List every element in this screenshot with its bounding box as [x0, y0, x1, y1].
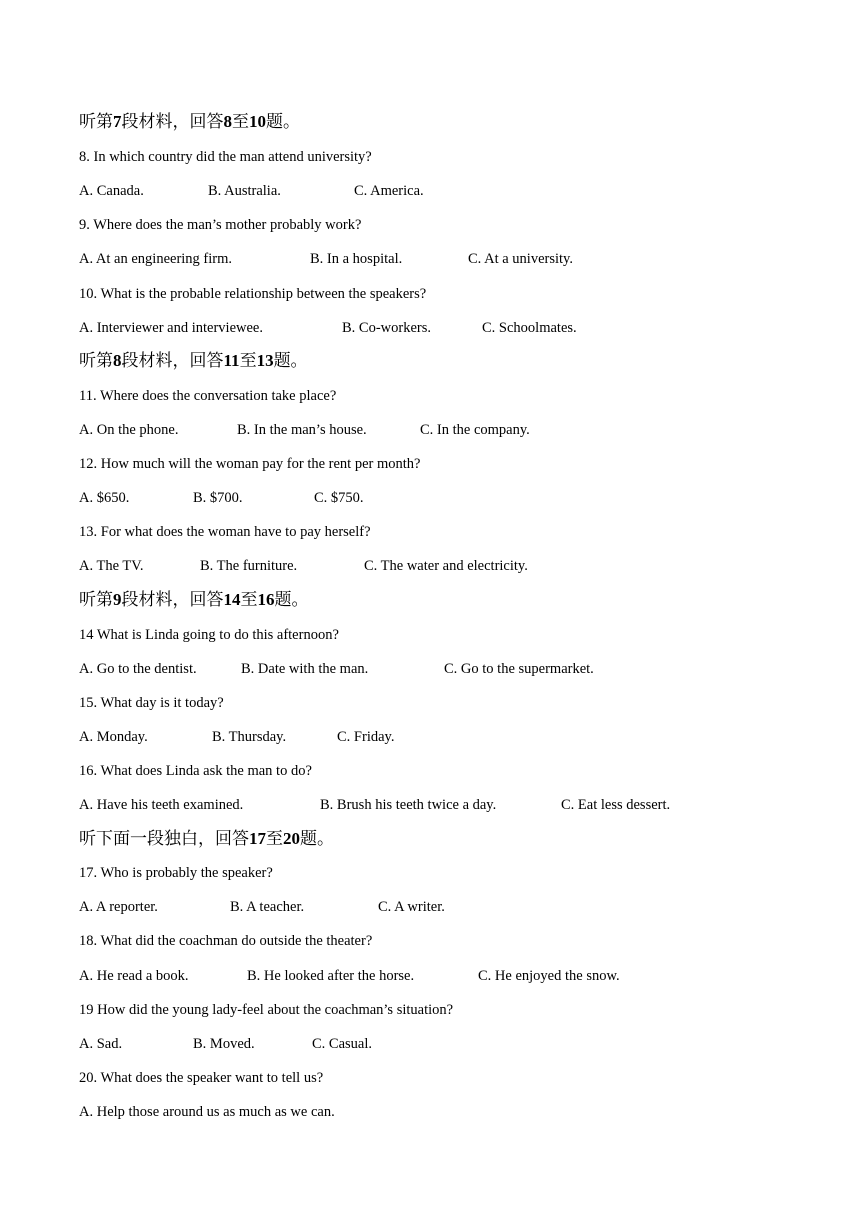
option-row — [79, 898, 779, 916]
option-row — [79, 1035, 779, 1053]
option-c[interactable]: C. America. — [354, 183, 424, 199]
option-a[interactable]: A. He read a book. — [79, 968, 189, 984]
option-row — [79, 489, 779, 507]
option-row — [79, 557, 779, 575]
question-text: 15. What day is it today? — [79, 695, 224, 711]
section-heading: 听下面一段独白，回答17至20题。 — [79, 829, 334, 848]
question-text: 12. How much will the woman pay for the rent per month? — [79, 456, 421, 472]
question-text: 17. Who is probably the speaker? — [79, 865, 273, 881]
option-b[interactable]: B. The furniture. — [200, 558, 298, 574]
option-a[interactable]: A. Go to the dentist. — [79, 661, 197, 677]
option-c[interactable]: C. In the company. — [420, 422, 530, 438]
option-row — [79, 660, 779, 678]
option-b[interactable]: B. $700. — [193, 490, 243, 506]
option-row — [79, 728, 779, 746]
option-c[interactable]: C. Eat less dessert. — [561, 797, 671, 813]
option-a[interactable]: A. The TV. — [79, 558, 144, 574]
question-text: 18. What did the coachman do outside the theater? — [79, 933, 373, 949]
option-c[interactable]: C. $750. — [314, 490, 364, 506]
option-a[interactable]: A. Interviewer and interviewee. — [79, 320, 263, 336]
option-b[interactable]: B. He looked after the horse. — [247, 968, 415, 984]
option-row — [79, 319, 779, 337]
option-b[interactable]: B. Date with the man. — [241, 661, 369, 677]
section-heading: 听第7段材料，回答8至10题。 — [79, 112, 300, 131]
option-row — [79, 250, 779, 268]
option-b[interactable]: B. In the man’s house. — [237, 422, 367, 438]
question-text: 13. For what does the woman have to pay herself? — [79, 524, 371, 540]
option-c[interactable]: C. He enjoyed the snow. — [478, 968, 620, 984]
option-c[interactable]: C. At a university. — [468, 251, 573, 267]
option-c[interactable]: C. Friday. — [337, 729, 395, 745]
option-a[interactable]: A. Have his teeth examined. — [79, 797, 244, 813]
question-text: 9. Where does the man’s mother probably work? — [79, 217, 362, 233]
option-a[interactable]: A. $650. — [79, 490, 130, 506]
option-row — [79, 796, 799, 814]
question-text: 14 What is Linda going to do this afternoon? — [79, 627, 339, 643]
option-row — [79, 967, 779, 985]
question-text: 10. What is the probable relationship between the speakers? — [79, 286, 427, 302]
option-row — [79, 182, 779, 200]
section-heading: 听第8段材料，回答11至13题。 — [79, 351, 308, 370]
option-a[interactable]: A. Canada. — [79, 183, 144, 199]
question-text: 16. What does Linda ask the man to do? — [79, 763, 312, 779]
option-b[interactable]: B. Australia. — [208, 183, 281, 199]
option-c[interactable]: C. The water and electricity. — [364, 558, 528, 574]
option-b[interactable]: B. A teacher. — [230, 899, 305, 915]
option-c[interactable]: C. A writer. — [378, 899, 445, 915]
option-b[interactable]: B. Brush his teeth twice a day. — [320, 797, 497, 813]
option-b[interactable]: B. In a hospital. — [310, 251, 403, 267]
question-text: 20. What does the speaker want to tell us? — [79, 1070, 324, 1086]
option-b[interactable]: B. Thursday. — [212, 729, 287, 745]
option-c[interactable]: C. Go to the supermarket. — [444, 661, 594, 677]
option-b[interactable]: B. Moved. — [193, 1036, 255, 1052]
option-a[interactable]: A. At an engineering firm. — [79, 251, 233, 267]
question-text: 11. Where does the conversation take place? — [79, 388, 337, 404]
option-c[interactable]: C. Casual. — [312, 1036, 373, 1052]
option-a[interactable]: A. Monday. — [79, 729, 148, 745]
option-a[interactable]: A. On the phone. — [79, 422, 179, 438]
option-b[interactable]: B. Co-workers. — [342, 320, 432, 336]
option-a[interactable]: A. Help those around us as much as we can. — [79, 1104, 335, 1120]
option-c[interactable]: C. Schoolmates. — [482, 320, 577, 336]
option-row — [79, 421, 779, 439]
question-text: 19 How did the young lady-feel about the coachman’s situation? — [79, 1002, 454, 1018]
option-a[interactable]: A. Sad. — [79, 1036, 123, 1052]
question-text: 8. In which country did the man attend university? — [79, 149, 372, 165]
option-a[interactable]: A. A reporter. — [79, 899, 158, 915]
section-heading: 听第9段材料，回答14至16题。 — [79, 590, 309, 609]
